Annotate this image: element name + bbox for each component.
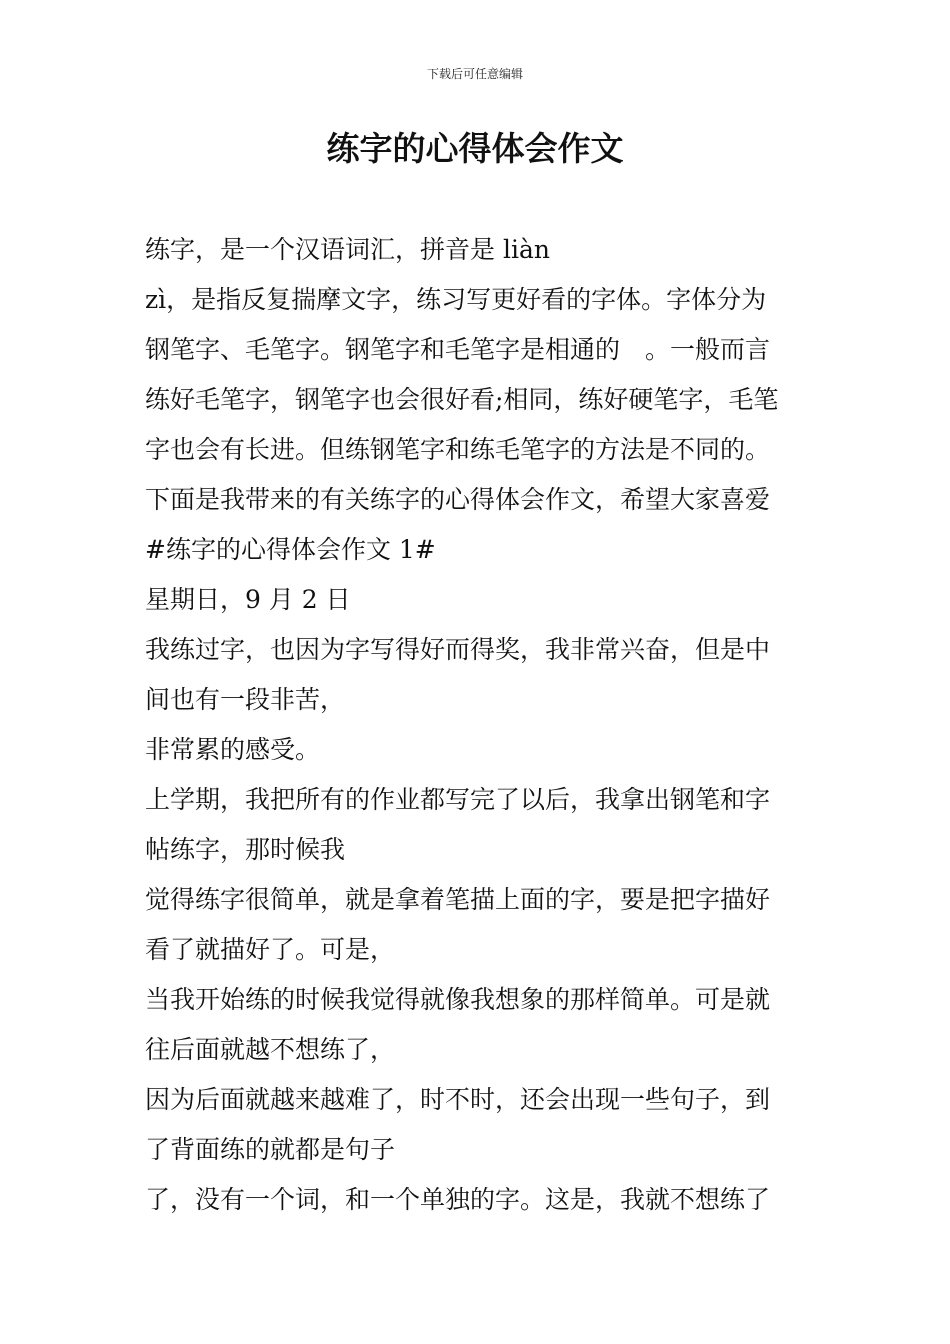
body-line: 练好毛笔字，钢笔字也会很好看;相同，练好硬笔字，毛笔 (145, 385, 779, 414)
body-line: 钢笔字、毛笔字。钢笔字和毛笔字是相通的 。一般而言 (145, 335, 771, 364)
section-heading: #练字的心得体会作文 1# (145, 535, 436, 564)
document-title: 练字的心得体会作文 (326, 129, 624, 168)
body-line: 下面是我带来的有关练字的心得体会作文，希望大家喜爱 (145, 485, 771, 514)
body-line: 我练过字，也因为字写得好而得奖，我非常兴奋，但是中 (145, 635, 771, 664)
body-line: 因为后面就越来越难了，时不时，还会出现一些句子，到 (145, 1085, 771, 1114)
body-line: 了背面练的就都是句子 (145, 1135, 396, 1164)
body-line: 当我开始练的时候我觉得就像我想象的那样简单。可是就 (145, 985, 771, 1014)
body-line: 练字，是一个汉语词汇，拼音是 liàn (145, 235, 550, 264)
body-line: 往后面就越不想练了， (145, 1035, 396, 1064)
body-line: 字也会有长进。但练钢笔字和练毛笔字的方法是不同的。 (145, 435, 771, 464)
header-note: 下载后可任意编辑 (426, 67, 523, 81)
date-line: 星期日，9 月 2 日 (145, 585, 351, 614)
document-body (145, 225, 815, 1225)
body-line: 非常累的感受。 (145, 735, 321, 764)
body-line: 间也有一段非苦， (145, 685, 346, 714)
body-line: 帖练字，那时候我 (145, 835, 346, 864)
body-line: 了，没有一个词，和一个单独的字。这是，我就不想练了 (145, 1185, 771, 1214)
body-line: 看了就描好了。可是， (145, 935, 396, 964)
body-line: zì，是指反复揣摩文字，练习写更好看的字体。字体分为 (145, 285, 767, 314)
body-line: 觉得练字很简单，就是拿着笔描上面的字，要是把字描好 (145, 885, 771, 914)
body-line: 上学期，我把所有的作业都写完了以后，我拿出钢笔和字 (145, 785, 771, 814)
